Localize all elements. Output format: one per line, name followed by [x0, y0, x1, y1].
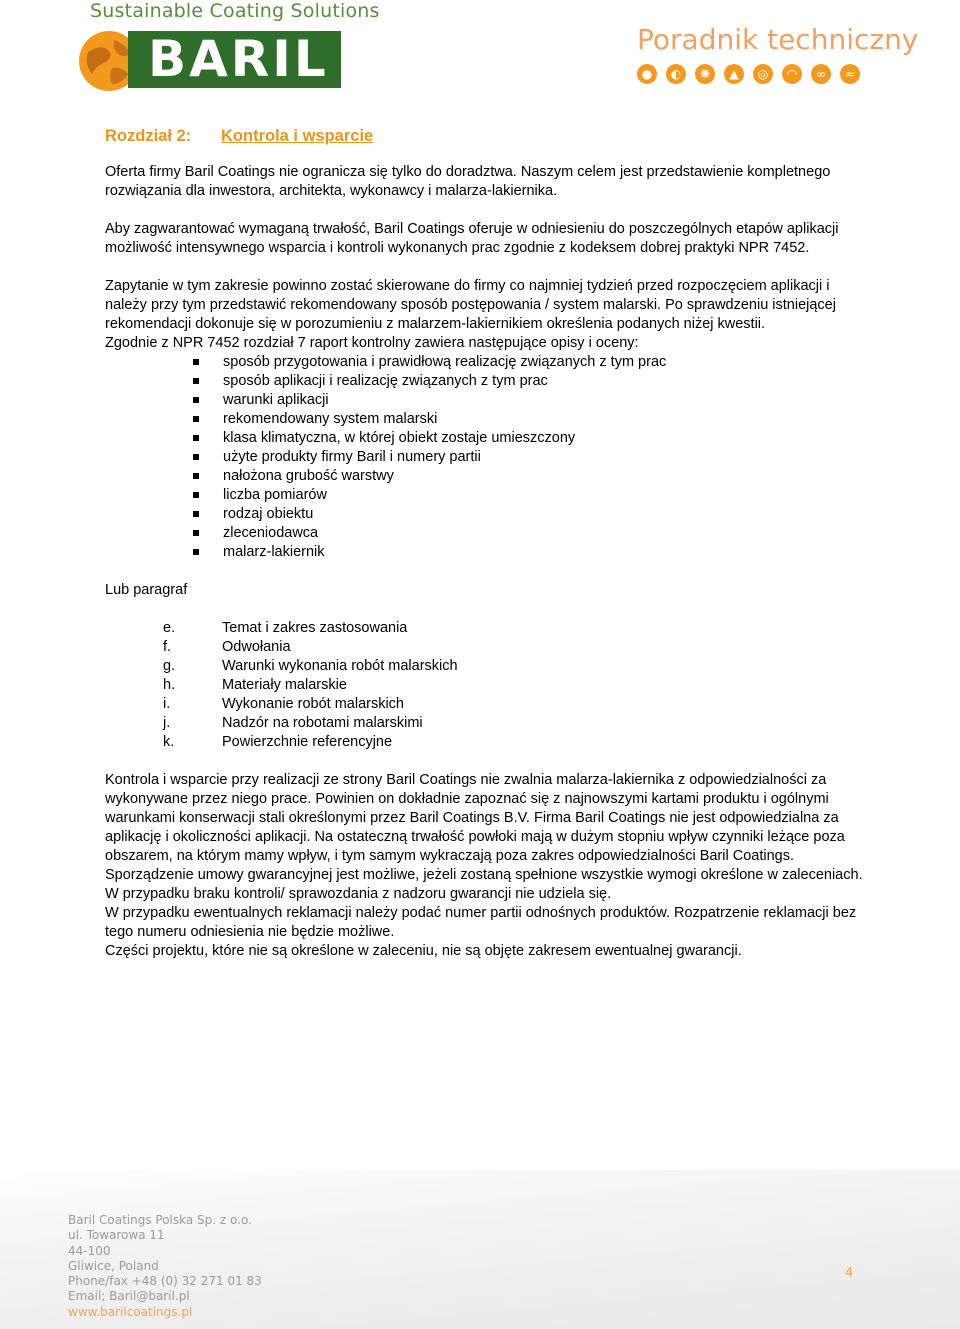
wave-icon: ≈: [840, 64, 860, 84]
paragraph-request: Zapytanie w tym zakresie powinno zostać skierowane do firmy co najmniej tydzień przed rozpoczęciem aplikacji i należy przy tym przedstawić rekomendowany sposób postępowania / system malarski. Po sprawdzeniu istniejącej rekomendacji dokonuje się w porozumieniu z malarzem-lakiernikiem określenia podanych niżej kwestii.: [105, 278, 836, 332]
list-letter: j.: [163, 715, 171, 731]
list-item: [163, 714, 865, 733]
logo-text: BARIL: [148, 30, 329, 88]
list-item: [163, 695, 865, 714]
list-text: Materiały malarskie: [222, 677, 347, 693]
list-text: Powierzchnie referencyjne: [222, 734, 393, 750]
logo-registered-mark: ®: [328, 94, 338, 105]
footer-zip: 44-100: [68, 1243, 111, 1258]
footer-website-link[interactable]: www.barilcoatings.pl: [68, 1304, 193, 1319]
dome-icon: ◠: [782, 64, 802, 84]
footer-company: Baril Coatings Polska Sp. z o.o.: [68, 1213, 252, 1227]
list-letter: k.: [163, 734, 175, 750]
footer-city: Gliwice, Poland: [68, 1258, 159, 1273]
chapter-number: Rozdział 2:: [105, 127, 192, 145]
page-number: 4: [845, 1266, 854, 1281]
footer-address: [68, 1213, 262, 1320]
list-letter: h.: [163, 677, 176, 693]
closing-section: [105, 771, 865, 961]
list-letter: g.: [163, 658, 176, 674]
list-text: Warunki wykonania robót malarskich: [222, 658, 458, 674]
drop-icon: ●: [637, 64, 657, 84]
list-item: [163, 619, 865, 638]
list-item: [163, 657, 865, 676]
paragraph-letters-list: [105, 619, 865, 752]
list-item: nałożona grubość warstwy: [193, 467, 865, 486]
quadrant-icon: ◐: [666, 64, 686, 84]
list-letter: f.: [163, 639, 172, 655]
target-icon: ◎: [753, 64, 773, 84]
paragraph-intro: Oferta firmy Baril Coatings nie ogranicza się tylko do doradztwa. Naszym celem jest przedstawienie kompletnego rozwiązania dla inwestora, architekta, wykonawcy i malarza-lakiernika.: [105, 164, 831, 199]
list-item: klasa klimatyczna, w której obiekt zostaje umieszczony: [193, 429, 865, 448]
tagline: Sustainable Coating Solutions: [90, 0, 380, 22]
closing-paragraph: Kontrola i wsparcie przy realizacji ze strony Baril Coatings nie zwalnia malarza-lakiernika z odpowiedzialności za wykonywane przez niego prace. Powinien on dokładnie zapoznać się z najnowszymi kartami produktu i ogólnymi warunkami konserwacji stali określonymi przez Baril Coatings B.V. Firma Baril Coatings nie jest odpowiedzialna za aplikację i okoliczności aplikacji. Na ostateczną trwałość powłoki mają w dużym stopniu wpływ czynniki leżące poza obszarem, na którym mamy wpływ, i tym samym wykraczają poza zakres odpowiedzialności Baril Coatings.: [105, 772, 845, 864]
paragraph-guarantee: Aby zagwarantować wymaganą trwałość, Baril Coatings oferuje w odniesieniu do poszczególnych etapów aplikacji możliwość intensywnego wsparcia i kontroli wykonanych prac zgodnie z kodeksem dobrej praktyki NPR 7452.: [105, 221, 839, 256]
list-item: rodzaj obiektu: [193, 505, 865, 524]
baril-logo: [128, 30, 341, 105]
list-item: rekomendowany system malarski: [193, 410, 865, 429]
list-item: liczba pomiarów: [193, 486, 865, 505]
loop-icon: ∞: [811, 64, 831, 84]
closing-paragraph: Części projektu, które nie są określone w zaleceniu, nie są objęte zakresem ewentualnej gwarancji.: [105, 943, 742, 959]
list-text: Wykonanie robót malarskich: [222, 696, 405, 712]
lub-paragraf-label: Lub paragraf: [105, 582, 188, 598]
chapter-heading: [105, 127, 865, 146]
footer-street: ul. Towarowa 11: [68, 1228, 165, 1243]
closing-paragraph: Sporządzenie umowy gwarancyjnej jest możliwe, jeżeli zostaną spełnione wszystkie wymogi określone w zaleceniach.: [105, 867, 863, 883]
list-item: malarz-lakiernik: [193, 543, 865, 562]
sun-icon: ✺: [695, 64, 715, 84]
closing-paragraph: W przypadku braku kontroli/ sprawozdania z nadzoru gwarancji nie udziela się.: [105, 886, 612, 902]
list-item: [163, 638, 865, 657]
chapter-title: Kontrola i wsparcie: [221, 127, 374, 145]
list-item: użyte produkty firmy Baril i numery partii: [193, 448, 865, 467]
list-letter: e.: [163, 620, 176, 636]
list-text: Odwołania: [222, 639, 291, 655]
page-content: [105, 127, 865, 961]
category-icons: [637, 64, 860, 84]
list-letter: i.: [163, 696, 171, 712]
paragraph-report: Zgodnie z NPR 7452 rozdział 7 raport kontrolny zawiera następujące opisy i oceny:: [105, 335, 639, 351]
list-text: Nadzór na robotami malarskimi: [222, 715, 423, 731]
paint-bucket-icon: ▲: [724, 64, 744, 84]
footer-phone: Phone/fax +48 (0) 32 271 01 83: [68, 1274, 262, 1289]
list-item: sposób aplikacji i realizację związanych z tym prac: [193, 372, 865, 391]
list-text: Temat i zakres zastosowania: [222, 620, 408, 636]
document-type-title: Poradnik techniczny: [637, 23, 919, 56]
list-item: warunki aplikacji: [193, 391, 865, 410]
closing-paragraph: W przypadku ewentualnych reklamacji należy podać numer partii odnośnych produktów. Rozpatrzenie reklamacji bez tego numeru odniesienia nie będzie możliwe.: [105, 905, 857, 940]
list-item: sposób przygotowania i prawidłową realizację związanych z tym prac: [193, 353, 865, 372]
list-item: [163, 733, 865, 752]
footer-email[interactable]: Email; Baril@baril.pl: [68, 1289, 190, 1304]
report-items-list: [105, 353, 865, 562]
page-header: [0, 0, 960, 105]
list-item: zleceniodawca: [193, 524, 865, 543]
list-item: [163, 676, 865, 695]
